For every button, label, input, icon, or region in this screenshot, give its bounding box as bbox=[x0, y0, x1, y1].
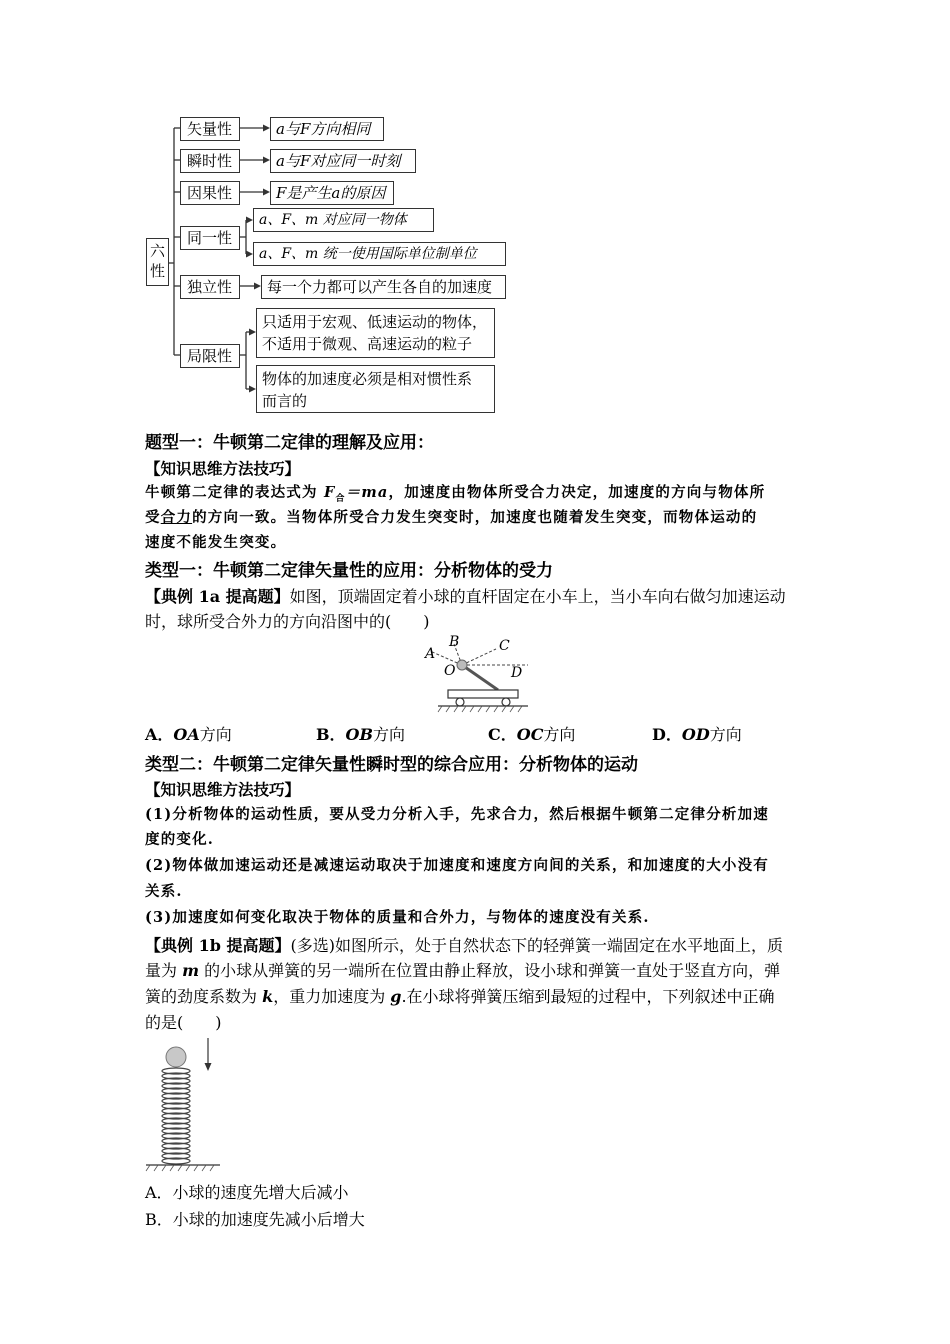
option-C[interactable] bbox=[488, 722, 575, 745]
mindmap-category-identity bbox=[180, 226, 240, 250]
mindmap-category-causal bbox=[180, 181, 240, 205]
mindmap-leaf-text: 只适用于宏观、低速运动的物体， bbox=[262, 313, 488, 331]
mindmap-leaf-text: a、F、m 统一使用国际单位制单位 bbox=[259, 246, 477, 262]
figure-label-C: C bbox=[499, 638, 510, 654]
option-var: OD bbox=[681, 725, 710, 744]
mindmap-category-independence bbox=[180, 275, 240, 299]
mindmap-leaf-text: 不适用于微观、高速运动的粒子 bbox=[262, 335, 473, 353]
tips-text: 的方向一致。当物体所受合力发生突变时，加速度也随着发生突变，而物体运动的 bbox=[192, 509, 758, 526]
example-tag: 【典例 1b 提高题】 bbox=[145, 936, 291, 955]
mindmap-leaf bbox=[270, 181, 394, 205]
formula-F: F bbox=[323, 484, 336, 501]
mindmap-leaf bbox=[261, 275, 506, 299]
example-line bbox=[145, 984, 775, 1007]
tips-text: 牛顿第二定律的表达式为 bbox=[145, 484, 324, 501]
option-text: 方向 bbox=[199, 725, 232, 744]
example-text: 量为 bbox=[145, 961, 183, 980]
tips-text: 受 bbox=[145, 509, 161, 526]
mindmap-leaf bbox=[270, 149, 416, 173]
tips-line: 速度不能发生突变。 bbox=[145, 534, 287, 551]
tips-header: 【知识思维方法技巧】 bbox=[145, 460, 301, 478]
option-A[interactable] bbox=[145, 722, 232, 745]
mindmap-leaf bbox=[256, 308, 495, 358]
option-letter: D． bbox=[652, 725, 682, 744]
formula-rest: ＝ma bbox=[345, 484, 389, 501]
section-title: 题型一：牛顿第二定律的理解及应用： bbox=[145, 433, 434, 453]
tips-line: 度的变化. bbox=[145, 831, 215, 848]
example-line: 时，球所受合外力的方向沿图中的( ) bbox=[145, 612, 430, 631]
mindmap-leaf-text: a与F方向相同 bbox=[276, 120, 371, 138]
example-text: 的小球从弹簧的另一端所在位置由静止释放，设小球和弹簧一直处于竖直方向，弹 bbox=[199, 961, 781, 980]
ball bbox=[457, 660, 467, 670]
mindmap-leaf-text: 而言的 bbox=[262, 392, 308, 410]
mindmap-leaf-text: 每一个力都可以产生各自的加速度 bbox=[267, 278, 493, 296]
option-A[interactable]: A．小球的速度先增大后减小 bbox=[145, 1183, 349, 1202]
mindmap-leaf bbox=[253, 242, 506, 266]
type2-title: 类型二：牛顿第二定律矢量性瞬时型的综合应用：分析物体的运动 bbox=[145, 755, 638, 775]
example-line bbox=[145, 958, 780, 981]
mindmap-category-vector bbox=[180, 117, 240, 141]
option-text: 方向 bbox=[709, 725, 742, 744]
tips-line: (3)加速度如何变化取决于物体的质量和合外力，与物体的速度没有关系. bbox=[145, 909, 650, 926]
option-B[interactable] bbox=[316, 722, 405, 745]
ball bbox=[166, 1047, 186, 1067]
option-text: 方向 bbox=[373, 725, 406, 744]
mindmap-leaf-text: F是产生a的原因 bbox=[276, 184, 386, 202]
option-B[interactable]: B．小球的加速度先减小后增大 bbox=[145, 1210, 365, 1229]
figure-label-O: O bbox=[444, 663, 456, 679]
type1-title: 类型一：牛顿第二定律矢量性的应用：分析物体的受力 bbox=[145, 561, 553, 581]
example-tag: 【典例 1a 提高题】 bbox=[145, 587, 290, 606]
figure-label-B: B bbox=[449, 634, 460, 650]
var-k: k bbox=[262, 987, 274, 1006]
mindmap-category-label: 局限性 bbox=[187, 347, 233, 365]
example-line bbox=[145, 933, 783, 956]
option-letter: B． bbox=[316, 725, 346, 744]
mindmap-root bbox=[146, 238, 169, 286]
example-text: ，重力加速度为 bbox=[273, 987, 391, 1006]
option-D[interactable] bbox=[652, 722, 742, 745]
tips-underline: 合力 bbox=[160, 509, 193, 526]
mindmap-category-instant bbox=[180, 149, 240, 173]
mindmap-leaf-text: a与F对应同一时刻 bbox=[276, 152, 401, 170]
figure-label-A: A bbox=[425, 646, 436, 662]
example-text: (多选)如图所示，处于自然状态下的轻弹簧一端固定在水平地面上，质 bbox=[290, 936, 783, 955]
option-text: 方向 bbox=[543, 725, 576, 744]
example-text: 簧的劲度系数为 bbox=[145, 987, 263, 1006]
line-OC bbox=[462, 649, 496, 665]
example-line: 的是( ) bbox=[145, 1013, 222, 1032]
mindmap-category-label: 矢量性 bbox=[187, 120, 233, 138]
option-var: OB bbox=[345, 725, 373, 744]
mindmap-root-label: 六性 bbox=[149, 242, 165, 280]
figure-label-D: D bbox=[511, 665, 523, 681]
example-line bbox=[145, 584, 786, 607]
mindmap-leaf-text: a、F、m 对应同一物体 bbox=[259, 212, 407, 228]
tips-line: (2)物体做加速运动还是减速运动取决于加速度和速度方向间的关系，和加速度的大小没有 bbox=[145, 857, 770, 874]
spring-figure bbox=[140, 1036, 230, 1176]
spring bbox=[162, 1068, 190, 1164]
mindmap-category-limitation bbox=[180, 344, 240, 368]
example-text: 如图，顶端固定着小球的直杆固定在小车上，当小车向右做匀加速运动 bbox=[289, 587, 786, 606]
mindmap-category-label: 同一性 bbox=[187, 229, 233, 247]
formula-sub: 合 bbox=[335, 493, 346, 504]
wheel bbox=[502, 698, 510, 706]
option-var: OC bbox=[516, 725, 544, 744]
mindmap-category-label: 瞬时性 bbox=[187, 152, 233, 170]
mindmap-leaf bbox=[256, 365, 495, 413]
tips-line bbox=[145, 506, 757, 527]
var-g: g bbox=[390, 987, 402, 1006]
cart-body bbox=[448, 690, 518, 698]
wheel bbox=[456, 698, 464, 706]
mindmap-leaf bbox=[253, 208, 434, 232]
var-m: m bbox=[182, 961, 200, 980]
cart-rod bbox=[462, 665, 498, 690]
tips-line: (1)分析物体的运动性质，要从受力分析入手，先求合力，然后根据牛顿第二定律分析加速 bbox=[145, 806, 770, 823]
tips-line: 关系. bbox=[145, 883, 183, 900]
mindmap-leaf bbox=[270, 117, 384, 141]
example-text: .在小球将弹簧压缩到最短的过程中，下列叙述中正确 bbox=[401, 987, 775, 1006]
tips-header: 【知识思维方法技巧】 bbox=[145, 781, 301, 799]
mindmap-category-label: 独立性 bbox=[187, 278, 233, 296]
option-letter: A． bbox=[145, 725, 174, 744]
option-letter: C． bbox=[488, 725, 517, 744]
mindmap-leaf-text: 物体的加速度必须是相对惯性系 bbox=[262, 370, 473, 388]
tips-line bbox=[145, 481, 765, 504]
tips-text: ，加速度由物体所受合力决定，加速度的方向与物体所 bbox=[388, 484, 766, 501]
option-var: OA bbox=[173, 725, 200, 744]
mindmap-category-label: 因果性 bbox=[187, 184, 233, 202]
